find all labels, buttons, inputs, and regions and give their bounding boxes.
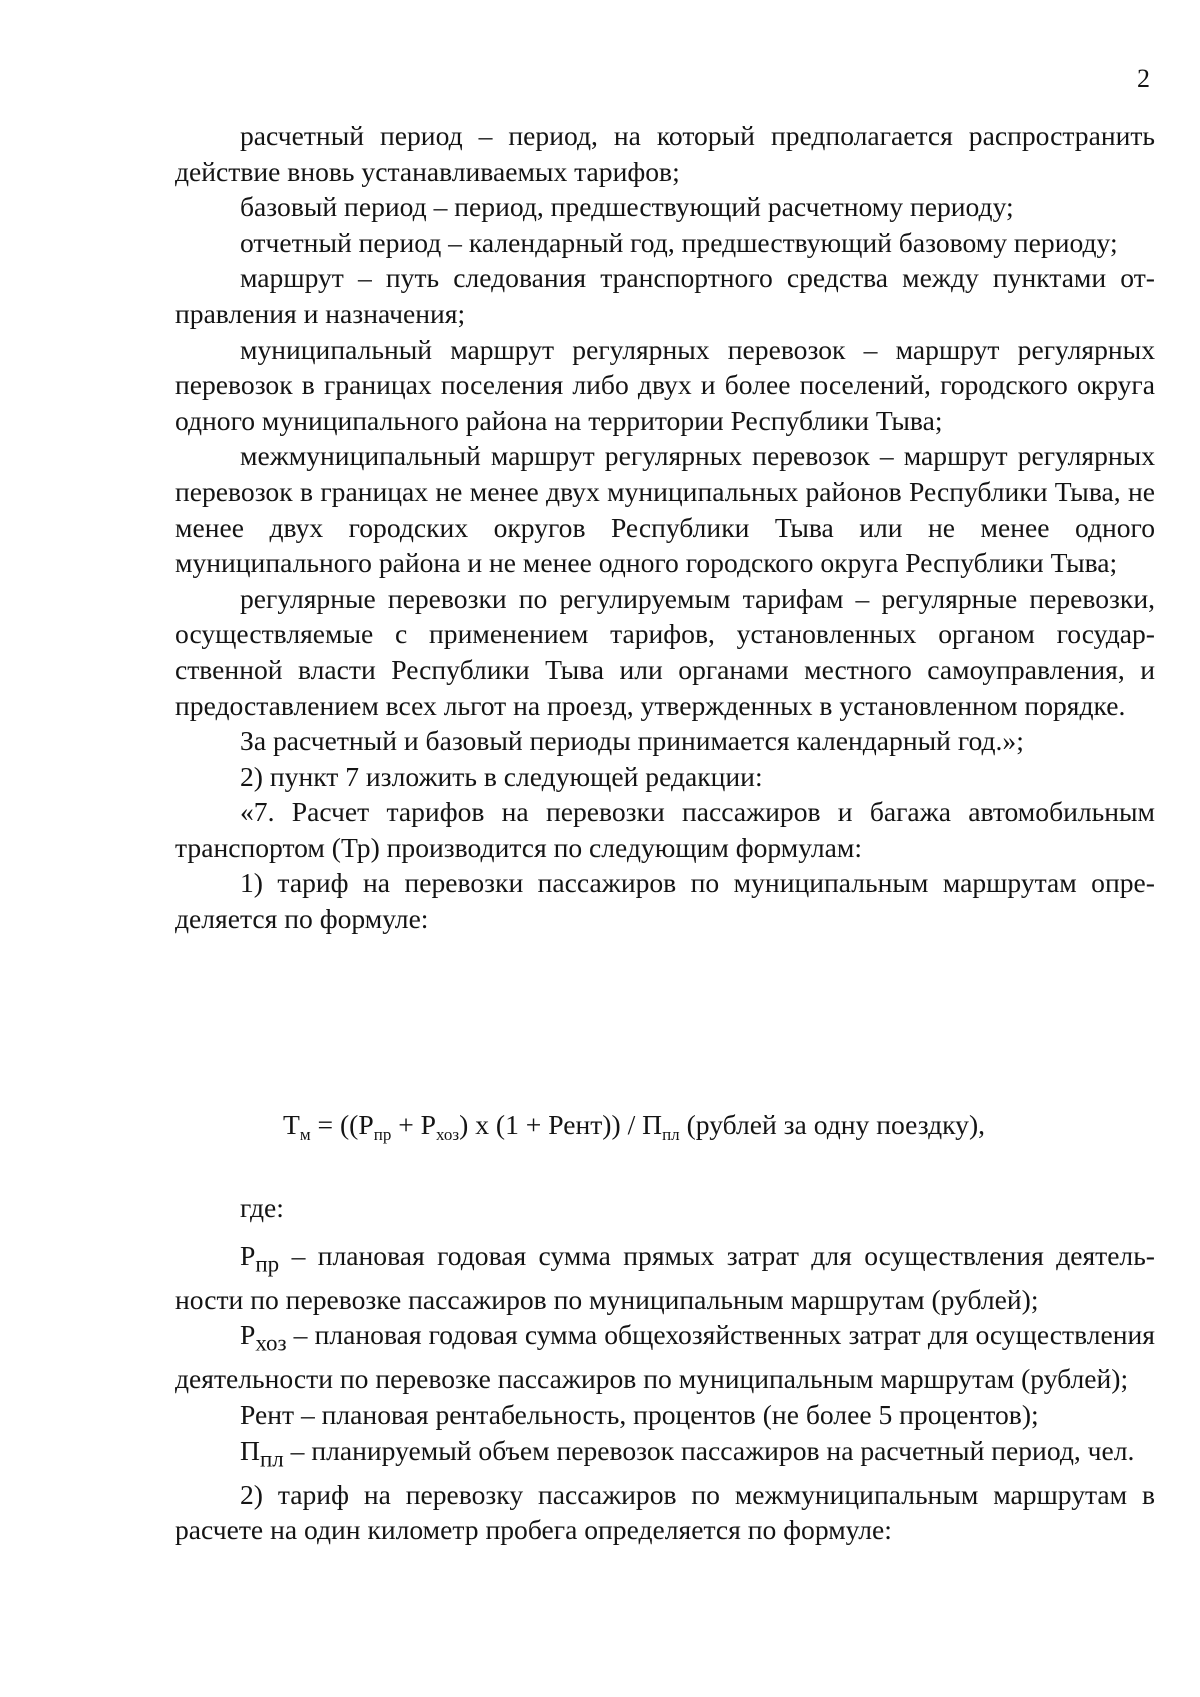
definition-text: Рент – плановая рентабельность, процентов (не более 5 процентов); [240, 1399, 1039, 1430]
paragraph-regulated-transport: регулярные перевозки по регулируемым тарифам – регулярные перевозки, осуществляемые с применением тарифов, установленных органом государственной власти Республики Тыва или органами местного самоуправления, и предоставлением всех льгот на проезд, утвержденных в установленном порядке. [175, 582, 1155, 721]
page-number: 2 [1137, 64, 1150, 93]
formula-p1-sub: пр [373, 1125, 392, 1144]
tariff-formula [283, 1107, 1143, 1143]
definition-passenger-volume [175, 1433, 1155, 1477]
formula-lhs: Т [283, 1109, 300, 1140]
definition-symbol: $Р_{хоз}$ [240, 1319, 287, 1356]
main-text [175, 118, 1155, 937]
formula-eq-open: = ((Р [310, 1109, 374, 1140]
definition-profitability [175, 1397, 1155, 1433]
definition-symbol: $П_{пл}$ [240, 1434, 284, 1472]
definition-text: – планируемый объем перевозок пассажиров на расчетный период, чел. [283, 1434, 1135, 1466]
definition-symbol: $Р_{пр}$ [240, 1239, 280, 1277]
paragraph-intermunicipal-route: межмуниципальный маршрут регулярных перевозок – маршрут регулярных перевозок в границах не менее двух муниципальных районов Республики Тыва, не менее двух городских округов Республики Тыва или не менее одного муниципального района и не менее одного городского округа Республики Тыва; [175, 440, 1155, 579]
paragraph-base-period: базовый период – период, предшествующий расчетному периоду; [240, 191, 1014, 223]
formula-p3-sub: пл [662, 1125, 680, 1144]
paragraph-settlement-period: расчетный период – период, на который предполагается распространить действие вновь устанавливаемых тарифов; [175, 120, 1155, 187]
definition-direct-costs [175, 1238, 1155, 1318]
formula-tail: (рублей за одну поездку), [679, 1109, 986, 1140]
paragraph-municipal-route: муниципальный маршрут регулярных перевозок – маршрут регулярных перевозок в границах поселения либо двух и более поселений, городского округа одного муниципального района на территории Республики Тыва; [175, 333, 1155, 436]
paragraph-municipal-tariff: 1) тариф на перевозки пассажиров по муниципальным маршрутам определяется по формуле: [175, 867, 1155, 935]
definition-overhead-costs [175, 1317, 1155, 1397]
paragraph-calendar-year: За расчетный и базовый периоды принимается календарный год.»; [240, 725, 1024, 757]
paragraph-intermunicipal-tariff: 2) тариф на перевозку пассажиров по межмуниципальным маршрутам в расчете на один километр пробега определяется по формуле: [175, 1478, 1155, 1546]
formula-mid: ) х (1 + Рент)) / П [459, 1109, 663, 1140]
definition-text: – плановая годовая сумма прямых затрат для осуществления деятельности по перевозке пассажиров по муниципальным маршрутам (рублей); [175, 1239, 1155, 1315]
definitions-where: где: [240, 1192, 284, 1223]
paragraph-route: маршрут – путь следования транспортного средства между пунктами отправления и назначения; [175, 262, 1155, 329]
formula-p2-sub: хоз [436, 1125, 460, 1144]
paragraph-tariff-calculation: «7. Расчет тарифов на перевозки пассажиров и багажа автомобильным транспортом (Тр) производится по следующим формулам: [175, 796, 1155, 863]
definition-text: – плановая годовая сумма общехозяйственных затрат для осуществления деятельности по перевозке пассажиров по муниципальным маршрутам (рублей); [175, 1319, 1155, 1395]
formula-lhs-sub: м [299, 1125, 311, 1144]
paragraph-item-7-amendment: 2) пункт 7 изложить в следующей редакции: [240, 760, 763, 792]
formula-plus: + Р [391, 1109, 437, 1140]
formula-definitions [175, 1190, 1155, 1548]
paragraph-reporting-period: отчетный период – календарный год, предшествующий базовому периоду; [240, 226, 1118, 258]
